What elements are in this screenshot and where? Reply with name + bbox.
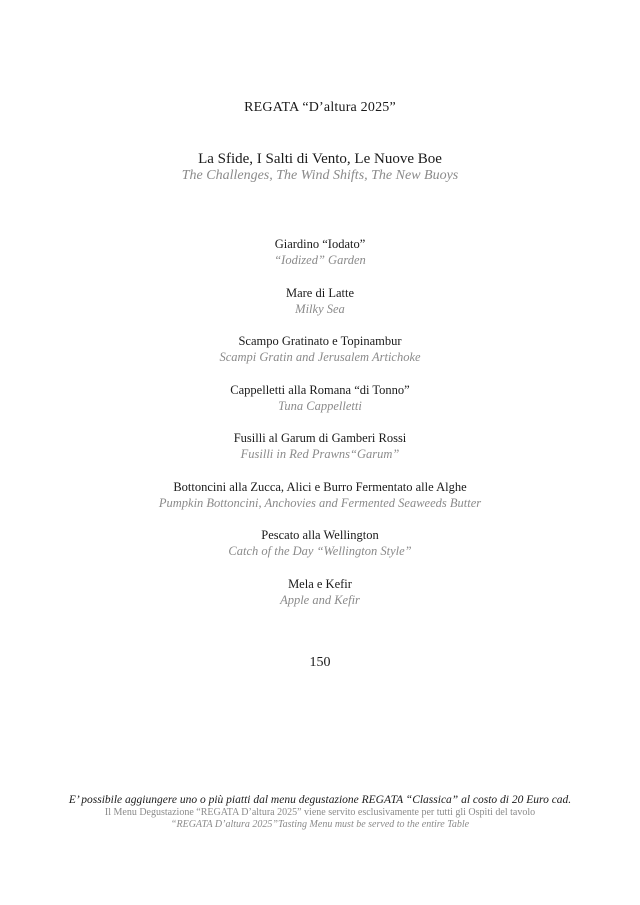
dish-list xyxy=(0,236,640,624)
dish-name-italian: Pescato alla Wellington xyxy=(261,528,379,542)
dish-item xyxy=(0,430,640,479)
dish-name-italian: Bottoncini alla Zucca, Alici e Burro Fermentato alle Alghe xyxy=(173,479,467,494)
dish-item xyxy=(0,527,640,576)
footer-service-note-italian: Il Menu Degustazione “REGATA D’altura 2025” viene servito esclusivamente per tutti gli Ospiti del tavolo xyxy=(104,807,536,818)
dish-name-italian: Mare di Latte xyxy=(285,285,355,300)
dish-name-english: Milky Sea xyxy=(295,301,345,316)
dish-name-english: Pumpkin Bottoncini, Anchovies and Fermented Seaweeds Butter xyxy=(158,495,482,510)
dish-name-english: Scampi Gratin and Jerusalem Artichoke xyxy=(219,350,421,364)
footer-add-dish-note: E’ possibile aggiungere uno o più piatti dal menu degustazione REGATA “Classica” al costo di 20 Euro cad. xyxy=(68,794,572,806)
menu-subtitle-english: The Challenges, The Wind Shifts, The New Buoys xyxy=(181,168,459,183)
page-title: REGATA “D’altura 2025” xyxy=(244,100,396,115)
dish-name-italian: Mela e Kefir xyxy=(288,576,352,591)
dish-name-english: Catch of the Day “Wellington Style” xyxy=(228,544,412,558)
dish-item xyxy=(0,236,640,285)
footer-service-note-english: “REGATA D’altura 2025”Tasting Menu must be served to the entire Table xyxy=(170,819,470,830)
dish-item xyxy=(0,333,640,382)
dish-name-english: Fusilli in Red Prawns“Garum” xyxy=(240,447,400,461)
dish-name-english: Apple and Kefir xyxy=(280,592,360,607)
dish-name-italian: Giardino “Iodato” xyxy=(274,237,366,251)
dish-name-english: Tuna Cappelletti xyxy=(278,398,362,413)
menu-price: 150 xyxy=(309,655,331,670)
footer xyxy=(0,793,640,831)
dish-name-italian: Scampo Gratinato e Topinambur xyxy=(238,334,402,348)
dish-item xyxy=(0,285,640,334)
menu-subtitle-italian: La Sfide, I Salti di Vento, Le Nuove Boe xyxy=(198,151,442,167)
dish-name-italian: Fusilli al Garum di Gamberi Rossi xyxy=(233,431,407,445)
dish-name-english: “Iodized” Garden xyxy=(274,253,366,267)
dish-item xyxy=(0,382,640,431)
dish-item xyxy=(0,576,640,625)
dish-name-italian: Cappelletti alla Romana “di Tonno” xyxy=(230,382,410,397)
dish-item xyxy=(0,479,640,528)
